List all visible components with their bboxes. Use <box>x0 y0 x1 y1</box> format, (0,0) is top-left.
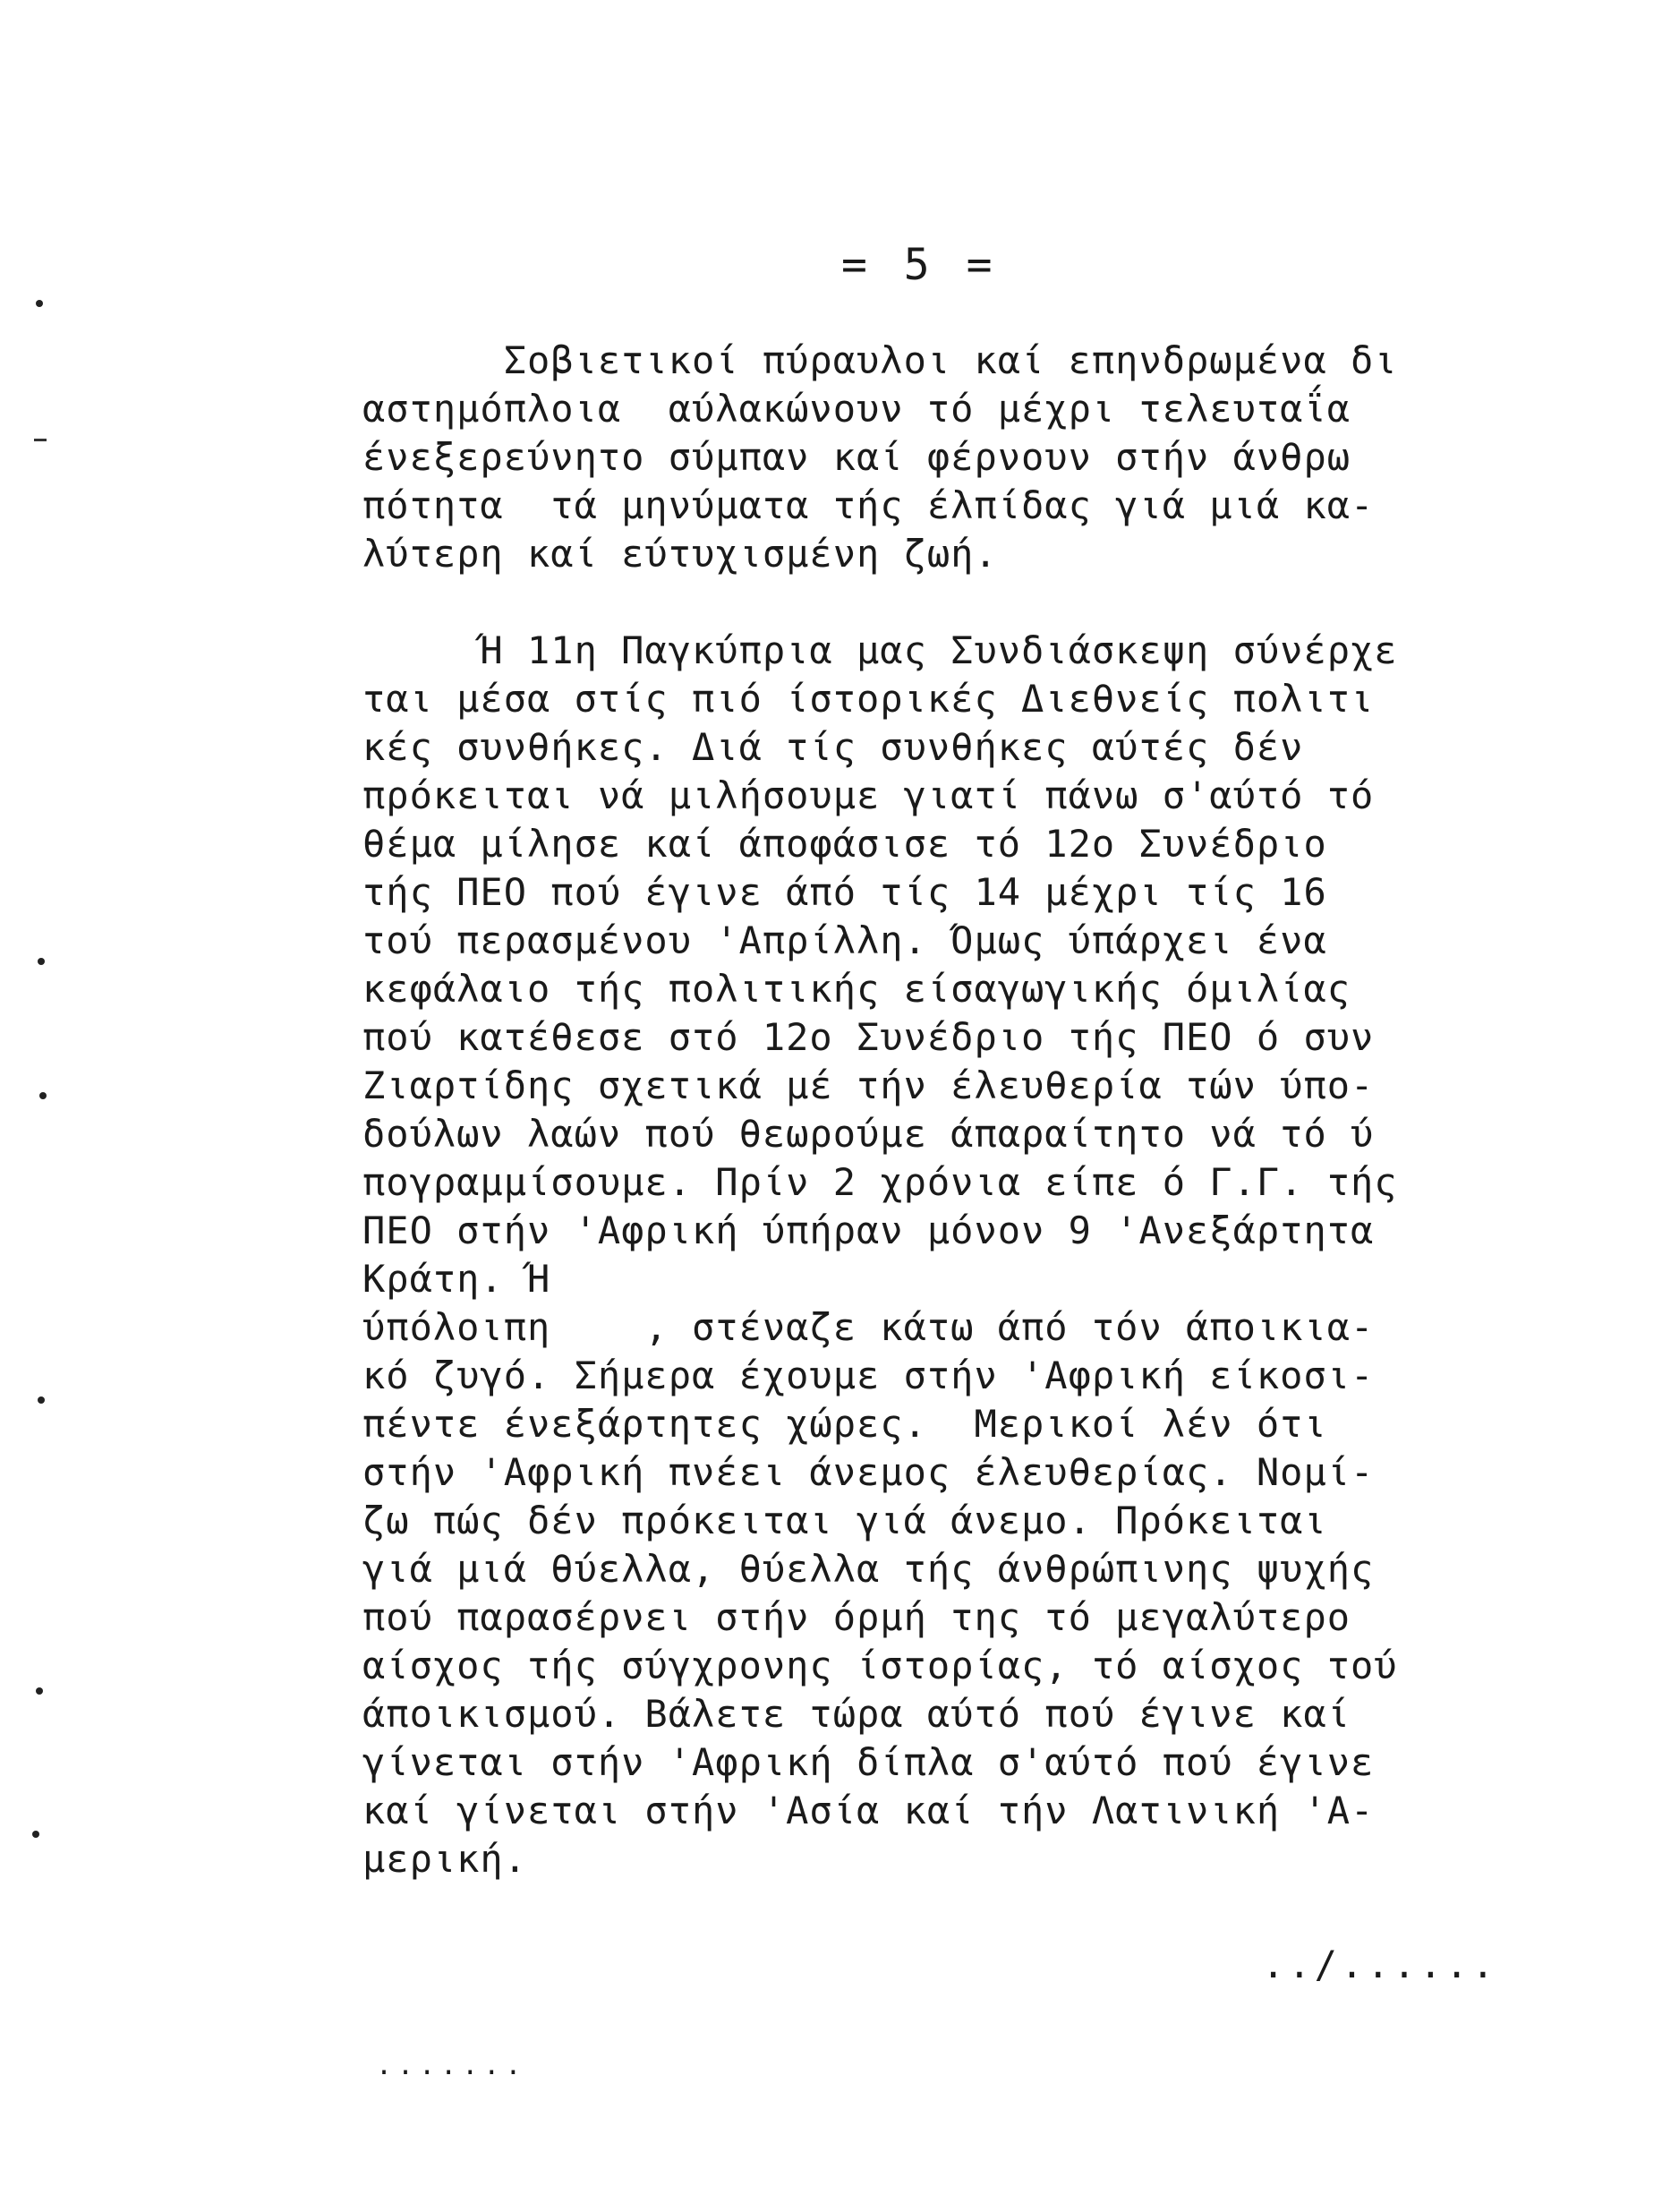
text-line: ται μέσα στίς πιό ίστορικές Διεθνείς πολιτι <box>362 677 1375 721</box>
text-line: στήν 'Αφρική πνέει άνεμος έλευθερίας. Νομί- <box>362 1450 1375 1494</box>
text-line: πού παρασέρνει στήν όρμή της τό μεγαλύτερο <box>362 1595 1351 1639</box>
text-line: πέντε ένεξάρτητες χώρες. Μερικοί λέν ότι <box>362 1402 1327 1446</box>
scan-speck <box>34 439 47 441</box>
text-line: κό ζυγό. Σήμερα έχουμε στήν 'Αφρική είκοσι- <box>362 1354 1375 1397</box>
text-line: πρόκειται νά μιλήσουμε γιατί πάνω σ'αύτό τό <box>362 773 1375 817</box>
text-line: ζω πώς δέν πρόκειται γιά άνεμο. Πρόκειται <box>362 1499 1327 1542</box>
trailing-dots: ....... <box>376 2050 527 2081</box>
page-number: = 5 = <box>841 240 998 290</box>
text-line: ΠΕΟ στήν 'Αφρική ύπήραν μόνον 9 'Ανεξάρτητα <box>362 1208 1375 1252</box>
text-line: Ζιαρτίδης σχετικά μέ τήν έλευθερία τών ύπο- <box>362 1063 1375 1107</box>
scan-speck <box>36 300 43 307</box>
text-line: γιά μιά θύελλα, θύελλα τής άνθρώπινης ψυχής <box>362 1547 1375 1591</box>
text-line: μερική. <box>362 1837 528 1881</box>
text-line: πότητα τά μηνύματα τής έλπίδας γιά μιά κα- <box>362 483 1375 527</box>
text-line: άποικισμού. Βάλετε τώρα αύτό πού έγινε καί <box>362 1692 1351 1736</box>
text-line: καί γίνεται στήν 'Ασία καί τήν Λατινική 'Α- <box>362 1789 1375 1832</box>
text-line: αίσχος τής σύγχρονης ίστορίας, τό αίσχος τού <box>362 1644 1398 1687</box>
text-line: πού κατέθεσε στό 12ο Συνέδριο τής ΠΕΟ ό συν <box>362 1015 1375 1059</box>
text-line: κεφάλαιο τής πολιτικής είσαγωγικής όμιλίας <box>362 967 1351 1011</box>
text-line: ύπόλοιπη , στέναζε κάτω άπό τόν άποικια- <box>362 1305 1375 1349</box>
text-line: Ή 11η Παγκύπρια μας Συνδιάσκεψη σύνέρχε <box>362 628 1398 672</box>
text-line: Κράτη. Ή <box>362 1257 551 1301</box>
scan-speck <box>32 1831 39 1838</box>
text-line: γίνεται στήν 'Αφρική δίπλα σ'αύτό πού έγινε <box>362 1740 1375 1784</box>
continuation-mark: ../...... <box>1262 1943 1498 1986</box>
scan-speck <box>38 1396 45 1404</box>
scan-speck <box>39 1092 47 1099</box>
text-line: δούλων λαών πού θεωρούμε άπαραίτητο νά τό ύ <box>362 1112 1375 1156</box>
text-line: τής ΠΕΟ πού έγινε άπό τίς 14 μέχρι τίς 16 <box>362 870 1327 914</box>
text-line: τού περασμένου 'Απρίλλη. Όμως ύπάρχει ένα <box>362 918 1327 962</box>
text-line: πογραμμίσουμε. Πρίν 2 χρόνια είπε ό Γ.Γ. τής <box>362 1160 1398 1204</box>
text-line: αστημόπλοια αύλακώνουν τό μέχρι τελευταΐα <box>362 387 1351 431</box>
scan-speck <box>36 1687 43 1695</box>
text-line: θέμα μίλησε καί άποφάσισε τό 12ο Συνέδριο <box>362 822 1327 866</box>
text-line: Σοβιετικοί πύραυλοι καί επηνδρωμένα δι <box>362 338 1398 382</box>
text-line: λύτερη καί εύτυχισμένη ζωή. <box>362 532 998 576</box>
scan-speck <box>38 958 45 965</box>
text-line: κές συνθήκες. Διά τίς συνθήκες αύτές δέν <box>362 725 1304 769</box>
text-line: ένεξερεύνητο σύμπαν καί φέρνουν στήν άνθρω <box>362 435 1351 479</box>
